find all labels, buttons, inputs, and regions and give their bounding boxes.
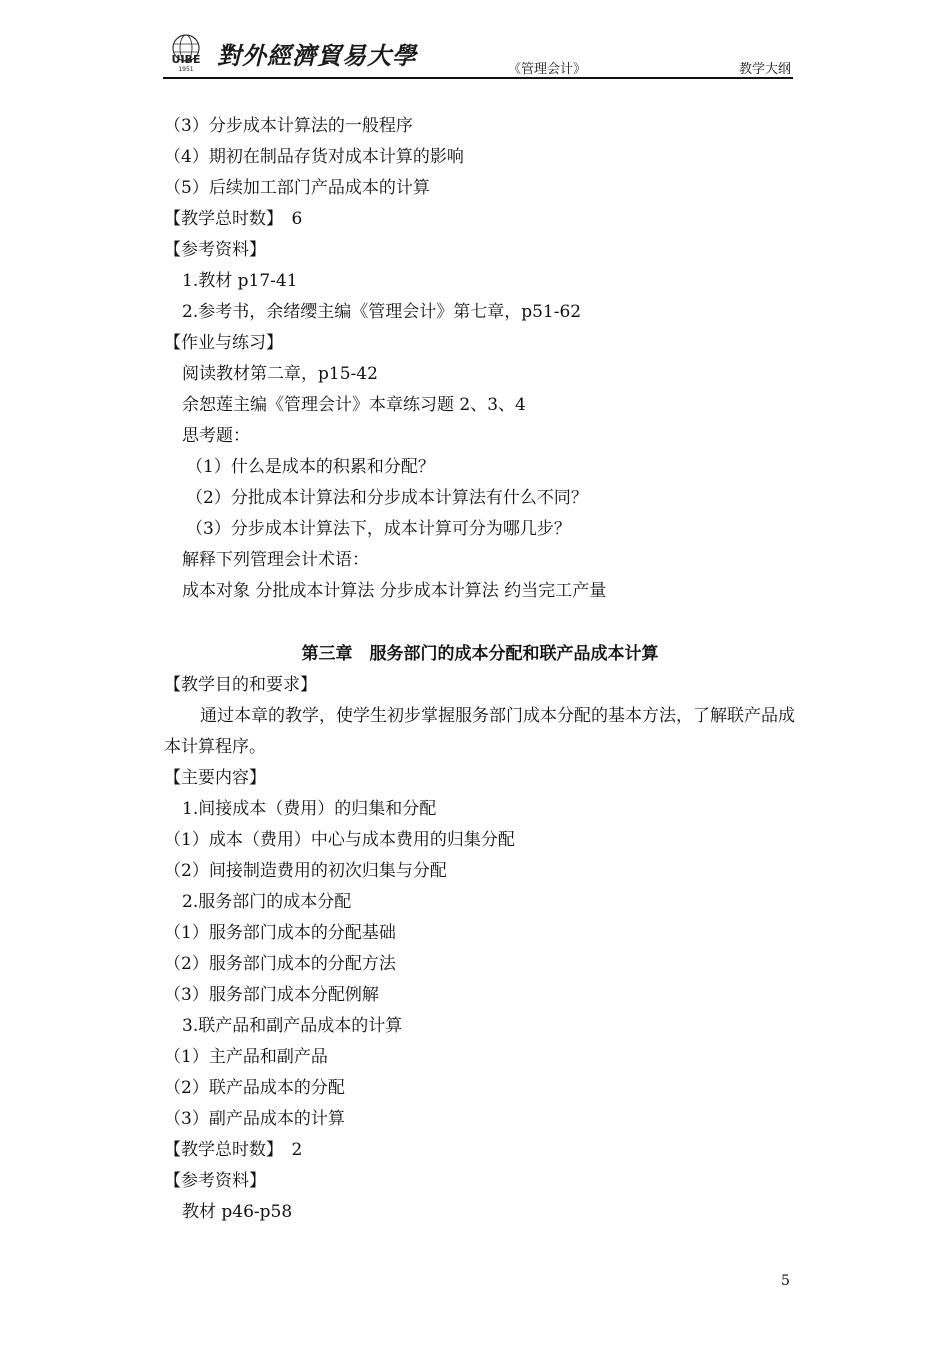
section-heading: 【参考资料】 bbox=[164, 240, 266, 260]
text-line: 2.参考书，余绪缨主编《管理会计》第七章，p51-62 bbox=[182, 302, 582, 322]
course-title: 《管理会计》 bbox=[508, 62, 587, 77]
list-item: 1.间接成本（费用）的归集和分配 bbox=[182, 799, 437, 819]
text-line: 余恕莲主编《管理会计》本章练习题 2、3、4 bbox=[182, 395, 526, 415]
section-heading: 【主要内容】 bbox=[164, 768, 266, 788]
text-line: 1.教材 p17-41 bbox=[182, 271, 298, 291]
text-line: （1）什么是成本的积累和分配？ bbox=[186, 457, 435, 477]
list-item: （3）副产品成本的计算 bbox=[164, 1109, 345, 1129]
list-item: （2）服务部门成本的分配方法 bbox=[164, 954, 396, 974]
list-item: （1）成本（费用）中心与成本费用的归集分配 bbox=[164, 830, 515, 850]
list-item: 2.服务部门的成本分配 bbox=[182, 892, 352, 912]
paragraph: 通过本章的教学，使学生初步掌握服务部门成本分配的基本方法，了解联产品成本计算程序。 bbox=[164, 706, 795, 757]
section-heading: 【教学目的和要求】 bbox=[164, 675, 317, 695]
text-line: （4）期初在制品存货对成本计算的影响 bbox=[164, 147, 464, 167]
text-line: （2）分批成本计算法和分步成本计算法有什么不同？ bbox=[186, 488, 588, 508]
list-item: （1）服务部门成本的分配基础 bbox=[164, 923, 396, 943]
svg-text:UIBE: UIBE bbox=[171, 53, 201, 66]
text-line: （3）分步成本计算法下，成本计算可分为哪几步？ bbox=[186, 519, 571, 539]
svg-text:1951: 1951 bbox=[178, 66, 194, 72]
text-line: （5）后续加工部门产品成本的计算 bbox=[164, 178, 430, 198]
list-item: （2）间接制造费用的初次归集与分配 bbox=[164, 861, 447, 881]
document-type: 教学大纲 bbox=[738, 62, 791, 77]
university-logo bbox=[163, 32, 209, 72]
section-heading: 【参考资料】 bbox=[164, 1171, 266, 1191]
text-line: 成本对象 分批成本计算法 分步成本计算法 约当完工产量 bbox=[182, 581, 607, 601]
list-item: （2）联产品成本的分配 bbox=[164, 1078, 345, 1098]
list-item: （3）服务部门成本分配例解 bbox=[164, 985, 379, 1005]
chapter-title: 第三章 服务部门的成本分配和联产品成本计算 bbox=[301, 644, 659, 664]
page-number: 5 bbox=[781, 1273, 790, 1289]
text-line: 解释下列管理会计术语： bbox=[182, 550, 369, 570]
list-item: 3.联产品和副产品成本的计算 bbox=[182, 1016, 403, 1036]
document-body bbox=[164, 111, 796, 1228]
university-name: 對外經濟貿易大學 bbox=[217, 41, 417, 70]
section-heading: 【教学总时数】 6 bbox=[164, 209, 303, 229]
header-divider bbox=[163, 77, 793, 79]
text-line: 思考题： bbox=[182, 426, 250, 446]
section-heading: 【作业与练习】 bbox=[164, 333, 283, 353]
text-line: （3）分步成本计算法的一般程序 bbox=[164, 116, 413, 136]
text-line: 阅读教材第二章，p15-42 bbox=[182, 364, 378, 384]
page-header bbox=[163, 28, 793, 78]
text-line: 教材 p46-p58 bbox=[182, 1202, 293, 1222]
section-heading: 【教学总时数】 2 bbox=[164, 1140, 303, 1160]
list-item: （1）主产品和副产品 bbox=[164, 1047, 328, 1067]
